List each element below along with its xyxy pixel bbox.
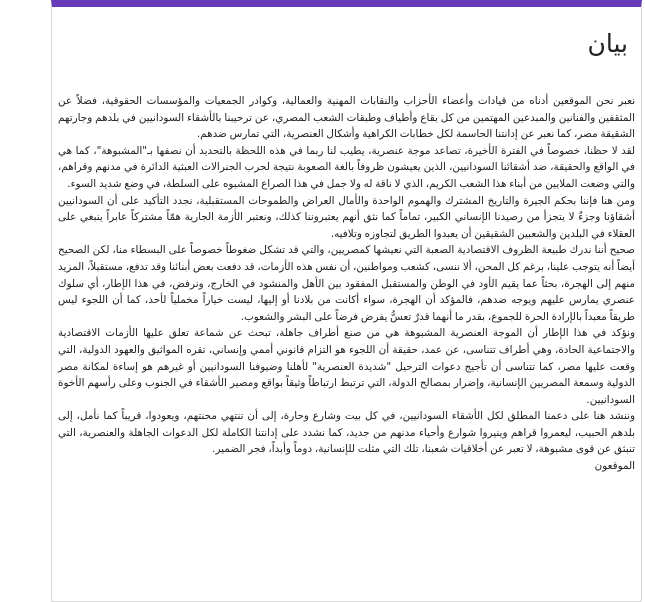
- statement-paragraph-1: نعبر نحن الموقعين أدناه من قيادات وأعضاء الأحزاب والنقابات المهنية والعمالية، وكوادر الجمعيات والمؤسسات الحقوقية، فضلاً عن المثقفين والفنانين والمبدعين المهتمين من كل بقاع وأطياف وطبقات الشعب المصري، عن ترحيبنا بالأشقاء السودانيين في بلدهم وجارتهم الشقيقة مصر، كما نعبر عن إدانتنا الحاسمة لكل خطابات الكراهية وأشكال العنصرية، التي تمارس ضدهم.: [58, 95, 635, 141]
- statement-paragraph-4: صحيح أننا ندرك طبيعة الظروف الاقتصادية الصعبة التي نعيشها كمصريين، والتي قد تشكل ضغوطاً خصوصاً على البسطاء منا، لكن الصحيح أيضاً أنه يتوجب علينا، برغم كل المحن، ألا ننسى، كشعب ومواطنين، أن نفس هذه الأزمات، قد دفعت بعض أبنائنا وقد تدفع، مستقبلاً، المزيد منهم إلى الهجرة، بحثاً عما يقيم الأود في الوطن والمستقبل المفقود بين الأهل والمنشود في الخارج، ونرفض، في هذا الإطار، أي سلوك عنصري يمارس عليهم ويوجه ضدهم، فالمؤكد أن الهجرة، سواء أكانت من بلادنا أو إليها، ليست خياراً مخملياً لأحد، كما أن اللجوء ليس طريقاً معبداً بالإرادة الحرة للجموع، بقدر ما أنهما قدرٌ تعسُّ يفرض فرضاً على البشر والشعوب.: [58, 244, 635, 323]
- statement-paragraph-2: لقد لا حظنا، خصوصاً في الفترة الأخيرة، تصاعد موجة عنصرية، يطيب لنا ربما في هذه اللحظة بالتحديد أن نصفها بـ"المشبوهة"، كما هي في الواقع والحقيقة، ضد أشقائنا السودانيين، الذين يعيشون ظروفاً بالغة الصعوبة نتيجة لحرب الجنرالات العبثية الدائرة في مدنهم وقراهم، والتي وضعت الملايين من أبناء هذا الشعب الكريم، الذي لا ناقة له ولا جمل في هذا الصراع المشبوه على السلطة، في وضع شديد السوء.: [58, 144, 635, 190]
- statement-paragraph-3: ومن هنا فإننا بحكم الجيرة والتاريخ المشترك والهموم الواحدة والأمال العراض والطموحات المستقبلية، نجدد التأكيد على أن السودانيين أشقاؤنا وجزءٌ لا يتجزأ من رصيدنا الإنساني الكبير، تماماً كما نثق أنهم يعتبروننا كذلك، ونعتبر الأزمة الجارية همّاً مشتركاً عابراً ينبغي على العقلاء في البلدين والشعبين الشقيقين أن يعبدوا الطريق لتجاوزه وتلافيه.: [58, 194, 635, 240]
- statement-paragraph-6: وننشد هنا على دعمنا المطلق لكل الأشقاء السودانيين، في كل بيت وشارع وحارة، إلى أن تنتهي محنتهم، ويعودوا، قريباً كما نأمل، إلى بلدهم الحبيب، ليعمروا قراهم وينيروا شوارع وأحياء مدنهم من جديد، كما نشدد على إدانتنا الكاملة لكل الدعوات الجاهلة والعنصرية، التي تنبثق عن قوى مشبوهة، لا تعبر عن أخلاقيات شعبنا، تلك التي مثلت للإنسانية، دوماً وأبداً، فجر الضمير.: [58, 410, 635, 456]
- page-title: بيان: [587, 29, 628, 58]
- form-header-card: [51, 0, 642, 602]
- signature-line: الموقعون: [594, 460, 635, 473]
- statement-paragraph-5: ونؤكد في هذا الإطار أن الموجة العنصرية المشبوهة هي من صنع أطراف جاهلة، تبحث عن شماعة تعلق عليها الأزمات الاقتصادية والاجتماعية الحادة، وهي أطراف تتناسى، عن عمد، حقيقة أن اللجوء هو التزام قانوني أممي وإنساني، تقره المواثيق والعهود الدولية، التي وقعت عليها مصر، كما تتناسى أن تأجيج دعوات الترحيل "شديدة العنصرية" لأهلنا وضيوفنا السودانيين أو غيرهم هو إساءة لمكانة مصر الدولية وسمعة المصريين الإنسانية، وإضرار بمصالح الدولة، التي ترتبط ارتباطاً وثيقاً بواقع ومصير الأشقاء في الجنوب وعلى رأسهم الأخوة السودانيين.: [58, 327, 635, 406]
- statement-body: [58, 93, 635, 475]
